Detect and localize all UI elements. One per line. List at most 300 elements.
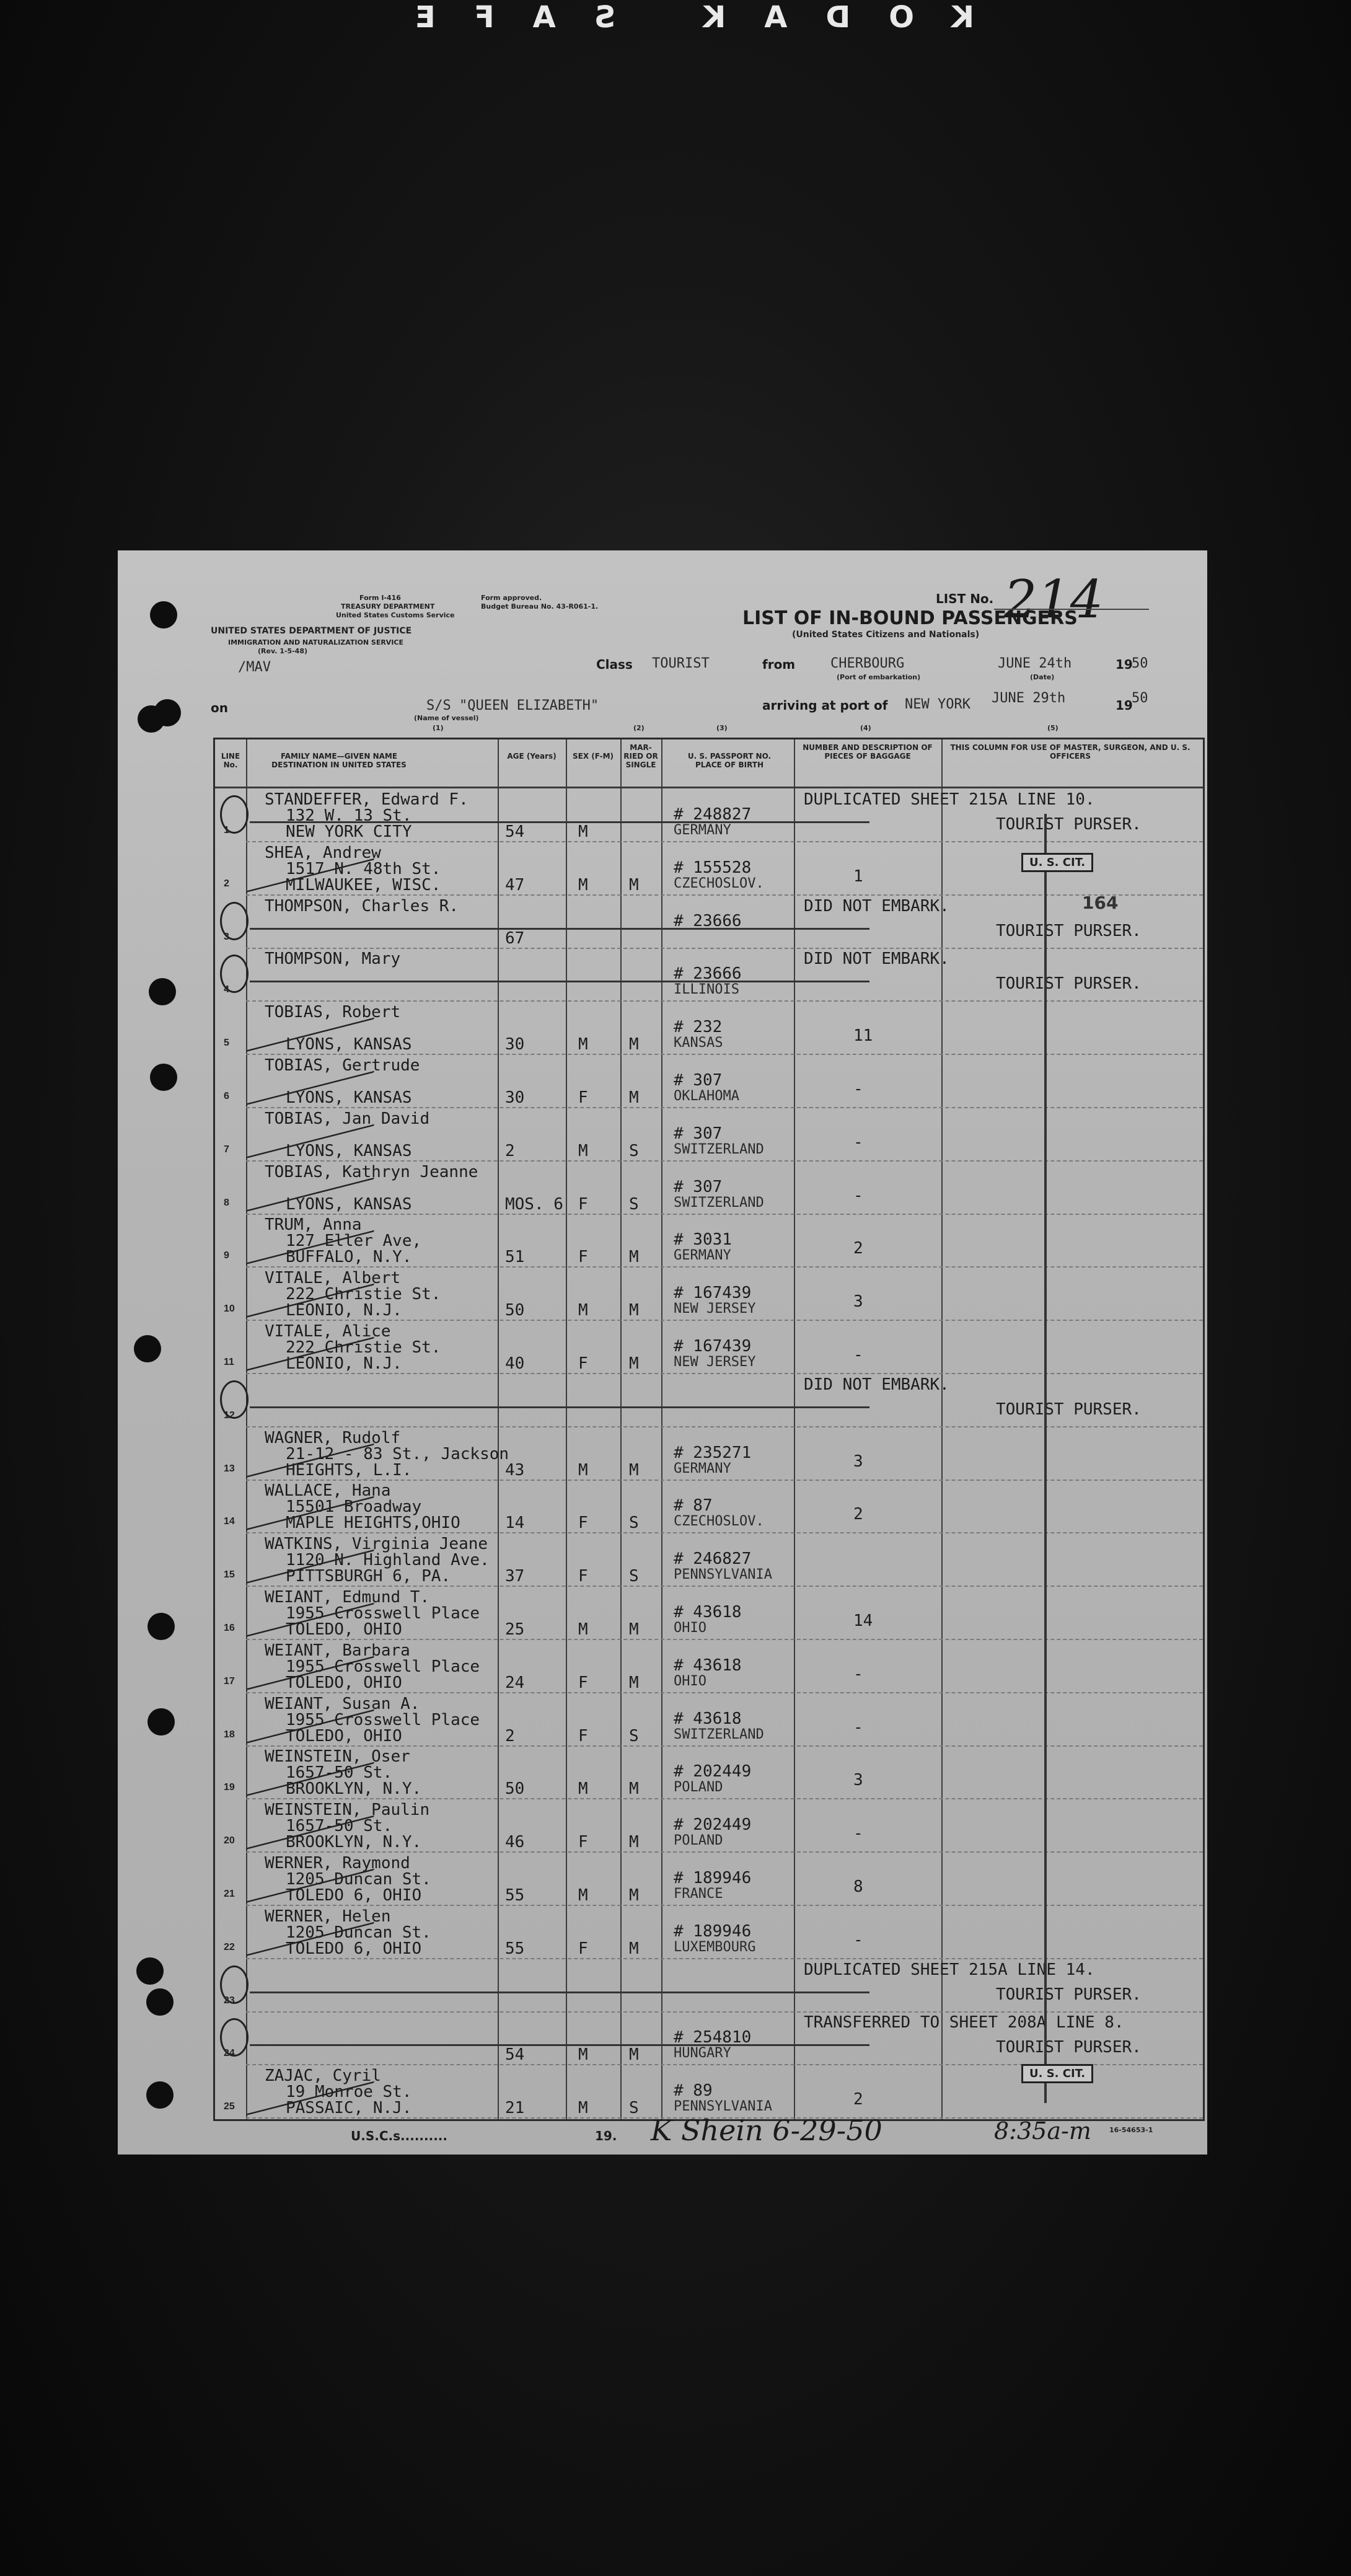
passenger-marital-status: S <box>629 1514 639 1533</box>
officer-remark: DUPLICATED SHEET 215A LINE 14. <box>804 1960 1095 1979</box>
passport-number: # 43618 <box>674 1603 742 1621</box>
passenger-name: WEINSTEIN, Oser <box>265 1747 410 1767</box>
column-number-1: (1) <box>433 724 444 732</box>
arrival-year: 50 <box>1132 690 1148 706</box>
place-of-birth: HUNGARY <box>674 2045 731 2062</box>
passenger-name: STANDEFFER, Edward F. <box>265 790 469 809</box>
passenger-name: TOBIAS, Gertrude <box>265 1056 420 1075</box>
passenger-address: 127 Eller Ave, <box>286 1232 422 1251</box>
strike-through-line <box>250 1992 869 1993</box>
passenger-name: TOBIAS, Robert <box>265 1003 401 1022</box>
passenger-sex: M <box>578 823 588 841</box>
place-of-birth: PENNSYLVANIA <box>674 2099 772 2115</box>
passenger-name: TOBIAS, Kathryn Jeanne <box>265 1162 478 1181</box>
passenger-address: 1955 Crosswell Place <box>286 1604 480 1623</box>
list-number: 214 <box>1004 569 1104 630</box>
line-number: 25 <box>224 2101 235 2112</box>
punch-hole <box>134 1335 161 1362</box>
passenger-destination: LYONS, KANSAS <box>286 1141 412 1160</box>
place-of-birth: GERMANY <box>674 1460 731 1476</box>
line-number: 22 <box>224 1941 235 1952</box>
passenger-address: 1120 N. Highland Ave. <box>286 1551 490 1570</box>
table-row <box>215 1321 1203 1374</box>
officer-remark: DID NOT EMBARK. <box>804 1375 949 1394</box>
passenger-address: 15501 Broadway <box>286 1498 422 1517</box>
passenger-destination: BUFFALO, N.Y. <box>286 1248 412 1267</box>
passenger-destination: TOLEDO, OHIO <box>286 1673 402 1692</box>
passenger-name: WERNER, Raymond <box>265 1854 410 1872</box>
officer-remark-signoff: TOURIST PURSER. <box>996 1985 1142 2004</box>
col-married-header: MAR- RIED OR SINGLE <box>623 743 658 769</box>
passenger-sex: M <box>578 1886 588 1905</box>
baggage-count: 3 <box>853 1292 863 1312</box>
passenger-marital-status: S <box>629 1194 639 1214</box>
cancel-circle-mark <box>220 902 249 940</box>
passenger-sex: F <box>578 1673 588 1692</box>
passenger-sex: F <box>578 1939 588 1958</box>
baggage-count: - <box>853 1718 863 1737</box>
passenger-sex: F <box>578 1726 588 1745</box>
place-of-birth: FRANCE <box>674 1886 723 1902</box>
port-embarkation-caption: (Port of embarkation) <box>837 673 921 681</box>
officer-remark-signoff: TOURIST PURSER. <box>996 815 1142 834</box>
passenger-destination: BROOKLYN, N.Y. <box>286 1833 422 1852</box>
line-number: 11 <box>224 1357 234 1367</box>
passenger-destination: LEONIO, N.J. <box>286 1301 402 1320</box>
passenger-age: 2 <box>505 1726 515 1745</box>
passenger-sex: F <box>578 1354 588 1373</box>
baggage-count: - <box>853 1930 863 1949</box>
passport-number: # 87 <box>674 1496 713 1515</box>
passenger-address: 222 Christie St. <box>286 1285 441 1304</box>
baggage-count: 3 <box>853 1771 863 1790</box>
passport-number: # 167439 <box>674 1284 752 1303</box>
passenger-name: WEINSTEIN, Paulin <box>265 1801 430 1820</box>
baggage-count: - <box>853 1664 863 1683</box>
customs-service: United States Customs Service <box>336 611 455 619</box>
line-number: 2 <box>224 878 229 889</box>
baggage-count: - <box>853 1186 863 1205</box>
passenger-sex: M <box>578 1460 588 1480</box>
punch-hole <box>147 1613 175 1640</box>
table-row <box>215 1906 1203 1959</box>
passenger-name: WATKINS, Virginia Jeane <box>265 1535 488 1554</box>
passenger-destination: TOLEDO 6, OHIO <box>286 1886 422 1905</box>
line-number: 4 <box>224 984 229 995</box>
passenger-destination: TOLEDO, OHIO <box>286 1726 402 1745</box>
baggage-count: 3 <box>853 1452 863 1471</box>
passenger-sex: M <box>578 875 588 894</box>
line-number: 20 <box>224 1835 235 1846</box>
column-number-4: (4) <box>860 724 871 732</box>
passenger-age: 21 <box>505 2099 525 2118</box>
line-number: 6 <box>224 1091 229 1101</box>
passenger-marital-status: M <box>629 1833 639 1852</box>
passenger-marital-status: M <box>629 1620 639 1639</box>
line-number: 7 <box>224 1144 229 1155</box>
passport-number: # 189946 <box>674 1869 752 1887</box>
officer-remark-signoff: TOURIST PURSER. <box>996 2038 1142 2057</box>
vessel-caption: (Name of vessel) <box>414 714 479 722</box>
passenger-destination: MAPLE HEIGHTS,OHIO <box>286 1514 460 1533</box>
passport-number: # 202449 <box>674 1762 752 1781</box>
arriving-label: arriving at port of <box>762 698 888 713</box>
passport-number: # 43618 <box>674 1656 742 1675</box>
passenger-address: 19 Monroe St. <box>286 2083 412 2102</box>
passenger-age: 47 <box>505 875 525 894</box>
passenger-age: 55 <box>505 1886 525 1905</box>
us-citizen-stamp-bottom: U. S. CIT. <box>1021 2064 1093 2083</box>
embarkation-date: JUNE 24th <box>998 656 1072 671</box>
passenger-age: 50 <box>505 1780 525 1799</box>
officer-remark-signoff: TOURIST PURSER. <box>996 1400 1142 1419</box>
baggage-count: 14 <box>853 1612 873 1630</box>
passport-number: # 43618 <box>674 1709 742 1728</box>
line-number: 19 <box>224 1782 235 1793</box>
line-number: 24 <box>224 2048 235 2059</box>
list-no-label: LIST No. <box>936 591 994 606</box>
passenger-destination: LYONS, KANSAS <box>286 1035 412 1054</box>
passenger-address: 1657-50 St. <box>286 1763 393 1783</box>
passenger-name: ZAJAC, Cyril <box>265 2067 381 2086</box>
passenger-destination: TOLEDO 6, OHIO <box>286 1939 422 1958</box>
passenger-marital-status: M <box>629 1673 639 1692</box>
passport-number: # 232 <box>674 1018 723 1037</box>
line-number: 9 <box>224 1250 229 1261</box>
baggage-count: - <box>853 1080 863 1098</box>
passenger-address: 1955 Crosswell Place <box>286 1710 480 1729</box>
line-number: 10 <box>224 1303 235 1315</box>
passport-number: # 202449 <box>674 1815 752 1835</box>
form-revision: (Rev. 1-5-48) <box>258 647 308 655</box>
passport-number: # 189946 <box>674 1921 752 1941</box>
strike-through-line <box>250 821 869 823</box>
passenger-sex: M <box>578 1141 588 1160</box>
passenger-age: 55 <box>505 1939 525 1958</box>
passenger-address: 222 Christie St. <box>286 1338 441 1357</box>
line-number: 17 <box>224 1675 235 1687</box>
passenger-age: 14 <box>505 1514 525 1533</box>
passenger-age: 40 <box>505 1354 525 1373</box>
punch-hole <box>146 2081 174 2109</box>
punch-hole <box>154 699 181 726</box>
col-passport-header: U. S. PASSPORT NO. PLACE OF BIRTH <box>687 752 772 769</box>
ins-service: IMMIGRATION AND NATURALIZATION SERVICE <box>228 638 404 646</box>
line-number: 15 <box>224 1569 235 1581</box>
passenger-age: 54 <box>505 2045 525 2065</box>
passport-number: # 246827 <box>674 1550 752 1569</box>
clerk-initials: /MAV <box>238 659 271 675</box>
passenger-age: 43 <box>505 1460 525 1480</box>
col-sex-header: SEX (F-M) <box>573 752 614 761</box>
baggage-count: - <box>853 1132 863 1152</box>
passenger-destination: LEONIO, N.J. <box>286 1354 402 1373</box>
baggage-count: 1 <box>853 867 863 886</box>
line-number: 8 <box>224 1197 229 1208</box>
baggage-count: 8 <box>853 1877 863 1896</box>
footer-uscs: U.S.C.s.......... <box>351 2128 447 2143</box>
table-row <box>215 896 1203 949</box>
passenger-marital-status: M <box>629 1886 639 1905</box>
passenger-destination: MILWAUKEE, WISC. <box>286 875 441 894</box>
passenger-sex: F <box>578 1088 588 1107</box>
place-of-birth: SWITZERLAND <box>674 1726 764 1742</box>
passport-number: # 155528 <box>674 858 752 877</box>
passenger-destination: HEIGHTS, L.I. <box>286 1460 412 1480</box>
passenger-marital-status: M <box>629 1248 639 1267</box>
passenger-address: 1657-50 St. <box>286 1817 393 1836</box>
justice-dept: UNITED STATES DEPARTMENT OF JUSTICE <box>211 626 412 636</box>
punch-hole <box>150 1064 177 1091</box>
passenger-sex: M <box>578 1301 588 1320</box>
place-of-birth: KANSAS <box>674 1035 723 1051</box>
passport-number: # 23666 <box>674 911 742 930</box>
column-number-3: (3) <box>716 724 728 732</box>
col-baggage-header: NUMBER AND DESCRIPTION OF PIECES OF BAGGAGE <box>803 743 933 761</box>
passenger-marital-status: S <box>629 1726 639 1745</box>
column-number-5: (5) <box>1047 724 1058 732</box>
officer-remark: DID NOT EMBARK. <box>804 950 949 969</box>
passenger-marital-status: S <box>629 1567 639 1586</box>
passenger-name: WEIANT, Barbara <box>265 1641 410 1660</box>
cancel-circle-mark <box>220 2018 249 2057</box>
line-number: 12 <box>224 1409 235 1421</box>
passenger-destination: BROOKLYN, N.Y. <box>286 1780 422 1799</box>
passenger-sex: F <box>578 1514 588 1533</box>
us-citizen-stamp: U. S. CIT. <box>1021 853 1093 872</box>
officer-remark: DID NOT EMBARK. <box>804 896 949 915</box>
passport-number: # 167439 <box>674 1337 752 1356</box>
strike-through-line <box>250 2044 869 2046</box>
passenger-marital-status: M <box>629 1088 639 1107</box>
passenger-name: THOMPSON, Charles R. <box>265 896 459 915</box>
passenger-name: TOBIAS, Jan David <box>265 1109 430 1128</box>
passport-number: # 89 <box>674 2081 713 2101</box>
list-title: LIST OF IN-BOUND PASSENGERS <box>742 607 1078 629</box>
passenger-age: 24 <box>505 1673 525 1692</box>
passenger-address: 21-12 - 83 St., Jackson <box>286 1444 509 1463</box>
cancel-circle-mark <box>220 1965 249 2004</box>
passenger-marital-status: M <box>629 1939 639 1958</box>
punch-hole <box>136 1957 164 1985</box>
baggage-count: 11 <box>853 1026 873 1046</box>
on-label: on <box>211 700 228 715</box>
passenger-address: 1205 Duncan St. <box>286 1923 431 1942</box>
class-label: Class <box>596 657 633 672</box>
place-of-birth: OKLAHOMA <box>674 1088 739 1104</box>
passenger-address: 1955 Crosswell Place <box>286 1657 480 1676</box>
passenger-marital-status: M <box>629 1035 639 1054</box>
passenger-sex: M <box>578 2045 588 2065</box>
place-of-birth: NEW JERSEY <box>674 1354 756 1370</box>
line-number: 14 <box>224 1516 235 1527</box>
passenger-marital-status: M <box>629 1460 639 1480</box>
passport-number: # 248827 <box>674 805 752 824</box>
passenger-table <box>213 738 1205 2121</box>
footer-year: 19. <box>595 2128 617 2143</box>
baggage-count: 2 <box>853 1239 863 1258</box>
place-of-birth: GERMANY <box>674 823 731 838</box>
passenger-name: WEIANT, Susan A. <box>265 1694 420 1713</box>
column-number-2: (2) <box>633 724 645 732</box>
passenger-list-sheet <box>118 550 1207 2155</box>
vessel-name: S/S "QUEEN ELIZABETH" <box>426 698 599 713</box>
baggage-count: 2 <box>853 2090 863 2109</box>
passenger-age: 54 <box>505 823 525 841</box>
treasury-dept: TREASURY DEPARTMENT <box>341 602 435 611</box>
film-edge-marking: KODAK SAFE <box>376 0 975 35</box>
passenger-age: 25 <box>505 1620 525 1639</box>
passenger-name: VITALE, Albert <box>265 1269 401 1288</box>
place-of-birth: SWITZERLAND <box>674 1141 764 1157</box>
passenger-marital-status: M <box>629 1780 639 1799</box>
passenger-age: 46 <box>505 1833 525 1852</box>
col-officers-header: THIS COLUMN FOR USE OF MASTER, SURGEON, AND U. S. OFFICERS <box>950 743 1190 761</box>
arrival-port: NEW YORK <box>905 697 970 712</box>
passport-number: # 307 <box>674 1124 723 1143</box>
passenger-sex: M <box>578 1035 588 1054</box>
officer-remark: DUPLICATED SHEET 215A LINE 10. <box>804 790 1095 809</box>
punch-hole <box>146 1988 174 2016</box>
officer-remark: TRANSFERRED TO SHEET 208A LINE 8. <box>804 2013 1124 2032</box>
pen-stroke <box>1044 814 1047 2103</box>
place-of-birth: GERMANY <box>674 1248 731 1264</box>
passenger-age: 50 <box>505 1301 525 1320</box>
passenger-name: WEIANT, Edmund T. <box>265 1588 430 1607</box>
passenger-sex: F <box>578 1194 588 1214</box>
passport-number: # 23666 <box>674 964 742 984</box>
place-of-birth: POLAND <box>674 1833 723 1849</box>
passenger-sex: F <box>578 1833 588 1852</box>
passenger-marital-status: M <box>629 875 639 894</box>
line-number: 1 <box>224 825 229 836</box>
col-name-header: FAMILY NAME—GIVEN NAME DESTINATION IN UNITED STATES <box>271 752 407 769</box>
passenger-name: TRUM, Anna <box>265 1215 362 1235</box>
year-label: 19 <box>1116 657 1133 672</box>
form-number: Form I-416 <box>359 594 401 602</box>
line-number: 5 <box>224 1038 229 1049</box>
passenger-name: SHEA, Andrew <box>265 843 381 862</box>
passenger-address: 1205 Duncan St. <box>286 1870 431 1889</box>
place-of-birth: ILLINOIS <box>674 982 739 998</box>
passenger-age: 51 <box>505 1248 525 1267</box>
place-of-birth: SWITZERLAND <box>674 1194 764 1211</box>
arrival-year-label: 19 <box>1116 698 1133 713</box>
passenger-name: WERNER, Helen <box>265 1907 391 1926</box>
line-number: 21 <box>224 1889 235 1899</box>
count-stamp: 164 <box>1082 893 1119 913</box>
arrival-date: JUNE 29th <box>992 690 1066 706</box>
place-of-birth: CZECHOSLOV. <box>674 1514 764 1530</box>
table-row <box>215 1959 1203 2013</box>
passenger-sex: M <box>578 1780 588 1799</box>
passenger-destination: LYONS, KANSAS <box>286 1194 412 1214</box>
form-approved: Form approved. <box>481 594 542 602</box>
passenger-age: 30 <box>505 1088 525 1107</box>
passport-number: # 307 <box>674 1177 723 1196</box>
passenger-age: 30 <box>505 1035 525 1054</box>
passport-number: # 307 <box>674 1071 723 1090</box>
officer-remark-signoff: TOURIST PURSER. <box>996 921 1142 940</box>
col-age-header: AGE (Years) <box>507 752 557 761</box>
date-caption: (Date) <box>1030 673 1055 681</box>
passenger-age: 37 <box>505 1567 525 1586</box>
place-of-birth: LUXEMBOURG <box>674 1939 756 1955</box>
passenger-sex: M <box>578 2099 588 2118</box>
passenger-marital-status: M <box>629 2045 639 2065</box>
passenger-name: WAGNER, Rudolf <box>265 1428 401 1447</box>
passport-number: # 3031 <box>674 1230 732 1250</box>
place-of-birth: OHIO <box>674 1673 706 1689</box>
line-number: 3 <box>224 931 229 942</box>
port-embarkation: CHERBOURG <box>830 656 905 671</box>
cancel-circle-mark <box>220 1380 249 1419</box>
cancel-circle-mark <box>220 955 249 993</box>
passenger-name: WALLACE, Hana <box>265 1481 391 1501</box>
passenger-address: 1517 N. 48th St. <box>286 859 441 878</box>
passenger-destination: PASSAIC, N.J. <box>286 2099 412 2118</box>
col-line-header: LINE No. <box>221 752 240 769</box>
list-subtitle: (United States Citizens and Nationals) <box>792 630 980 640</box>
passenger-marital-status: S <box>629 1141 639 1160</box>
passenger-sex: M <box>578 1620 588 1639</box>
place-of-birth: POLAND <box>674 1780 723 1796</box>
cancel-circle-mark <box>220 795 249 834</box>
baggage-count: - <box>853 1346 863 1364</box>
passenger-marital-status: M <box>629 1354 639 1373</box>
passport-number: # 254810 <box>674 2028 752 2047</box>
passport-number: # 235271 <box>674 1443 752 1462</box>
officer-remark-signoff: TOURIST PURSER. <box>996 974 1142 994</box>
baggage-count: - <box>853 1824 863 1843</box>
strike-through-line <box>250 928 869 930</box>
punch-hole <box>150 601 177 629</box>
passenger-marital-status: S <box>629 2099 639 2118</box>
place-of-birth: OHIO <box>674 1620 706 1636</box>
line-number: 16 <box>224 1623 235 1633</box>
punch-hole <box>147 1708 175 1736</box>
budget-bureau: Budget Bureau No. 43-R061-1. <box>481 602 599 611</box>
passenger-sex: F <box>578 1567 588 1586</box>
passenger-age: 2 <box>505 1141 515 1160</box>
passenger-name: THOMPSON, Mary <box>265 950 401 969</box>
inspection-time: 8:35a-m <box>994 2117 1091 2145</box>
inspector-signature: K Shein 6-29-50 <box>651 2114 882 2147</box>
embarkation-year: 50 <box>1132 656 1148 671</box>
passenger-destination: TOLEDO, OHIO <box>286 1620 402 1639</box>
passenger-age: 67 <box>505 929 525 948</box>
passenger-destination: LYONS, KANSAS <box>286 1088 412 1107</box>
place-of-birth: CZECHOSLOV. <box>674 875 764 891</box>
place-of-birth: PENNSYLVANIA <box>674 1567 772 1583</box>
place-of-birth: NEW JERSEY <box>674 1301 756 1317</box>
line-number: 13 <box>224 1463 235 1474</box>
strike-through-line <box>250 1406 869 1408</box>
punch-hole <box>149 978 176 1005</box>
passenger-age: MOS. 6 <box>505 1194 563 1214</box>
line-number: 18 <box>224 1729 235 1740</box>
passenger-address: 132 W. 13 St. <box>286 806 412 825</box>
baggage-count: 2 <box>853 1505 863 1524</box>
from-label: from <box>762 657 796 672</box>
passenger-destination: PITTSBURGH 6, PA. <box>286 1567 451 1586</box>
passenger-name: VITALE, Alice <box>265 1322 391 1341</box>
passenger-marital-status: M <box>629 1301 639 1320</box>
passenger-destination: NEW YORK CITY <box>286 823 412 841</box>
passenger-sex: F <box>578 1248 588 1267</box>
strike-through-line <box>250 981 869 982</box>
line-number: 23 <box>224 1995 235 2006</box>
